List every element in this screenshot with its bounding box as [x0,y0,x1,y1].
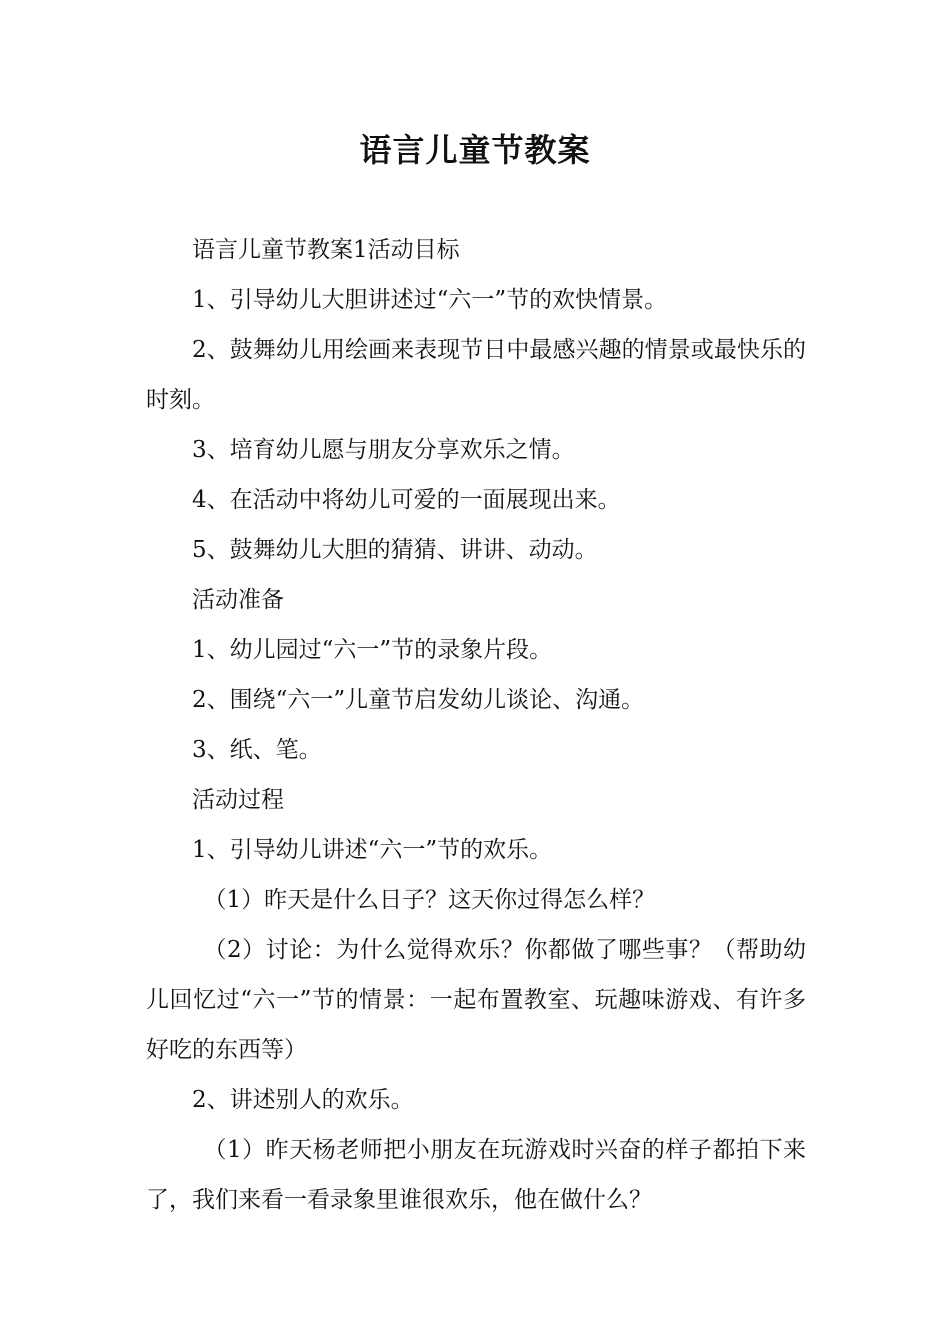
paragraph-goal-5: 5、鼓舞幼儿大胆的猜猜、讲讲、动动。 [192,537,598,563]
paragraph-process-1-2: （2）讨论：为什么觉得欢乐？你都做了哪些事？（帮助幼儿回忆过“六一”节的情景：一起布置教室、玩趣味游戏、有许多好吃的东西等） [146,937,806,1063]
paragraph-process-1: 1、引导幼儿讲述“六一”节的欢乐。 [192,837,553,863]
paragraph-goal-1: 1、引导幼儿大胆讲述过“六一”节的欢快情景。 [192,287,668,313]
document-title: 语言儿童节教案 [359,131,591,169]
paragraph-heading-process: 活动过程 [192,787,284,813]
paragraph-goal-2: 2、鼓舞幼儿用绘画来表现节日中最感兴趣的情景或最快乐的时刻。 [146,337,806,413]
paragraph-prep-2: 2、围绕“六一”儿童节启发幼儿谈论、沟通。 [192,687,645,713]
document-body [146,225,806,1225]
paragraph-goal-4: 4、在活动中将幼儿可爱的一面展现出来。 [192,487,621,513]
paragraph-prep-3: 3、纸、笔。 [192,737,322,763]
paragraph-process-2: 2、讲述别人的欢乐。 [192,1087,414,1113]
paragraph-heading-goals: 语言儿童节教案1活动目标 [192,237,460,263]
paragraph-goal-3: 3、培育幼儿愿与朋友分享欢乐之情。 [192,437,575,463]
paragraph-prep-1: 1、幼儿园过“六一”节的录象片段。 [192,637,553,663]
paragraph-process-2-1: （1）昨天杨老师把小朋友在玩游戏时兴奋的样子都拍下来了，我们来看一看录象里谁很欢乐，他在做什么？ [146,1137,806,1213]
paragraph-process-1-1: （1）昨天是什么日子？这天你过得怎么样？ [203,887,656,913]
paragraph-heading-preparation: 活动准备 [192,587,284,613]
